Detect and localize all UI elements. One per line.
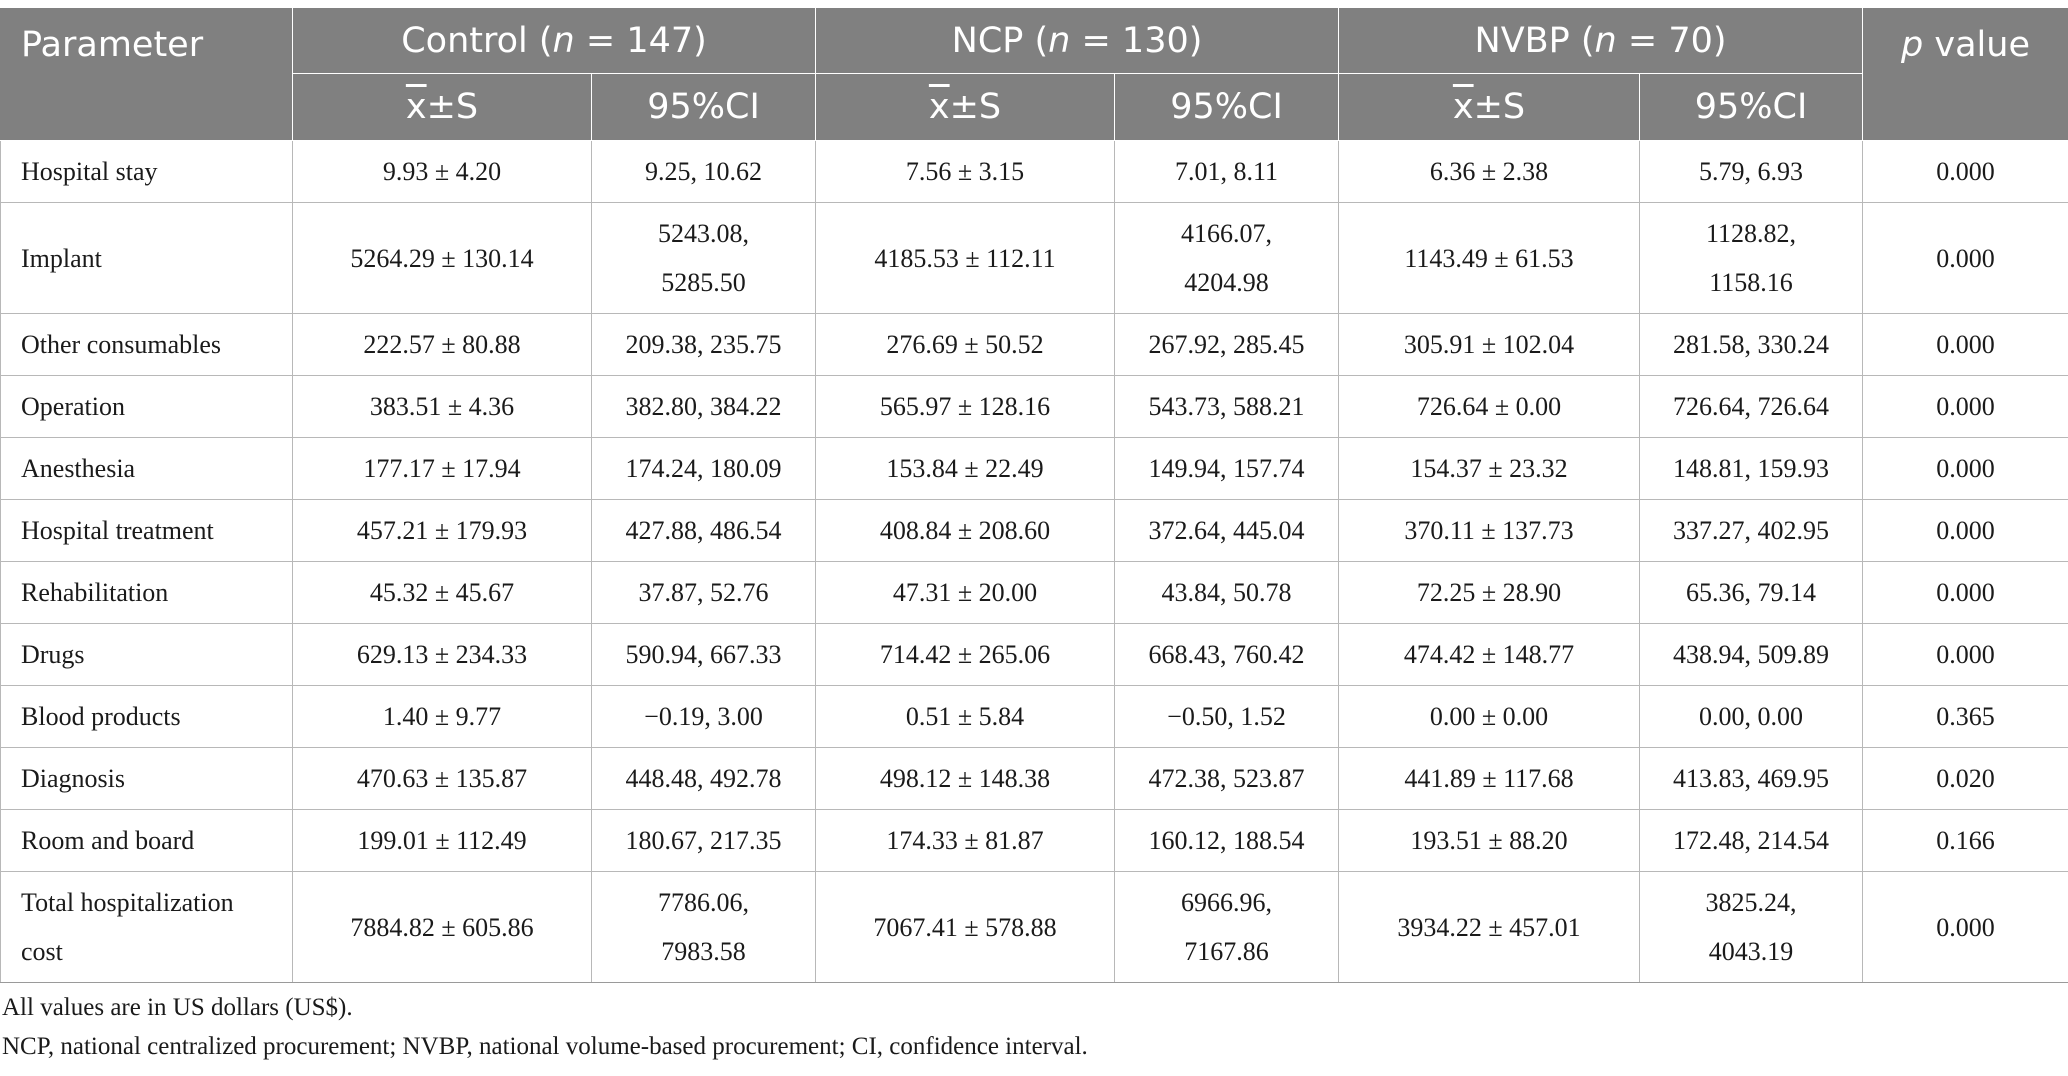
cell-control-ci [592, 500, 816, 562]
cell-ncp-ci [1115, 438, 1339, 500]
table-header [1, 9, 2068, 141]
table-footnotes [2, 988, 1088, 1066]
cell-nvbp-ci-line: 726.64, 726.64 [1673, 392, 1830, 421]
cell-ncp-ci-line: 7.01, 8.11 [1174, 157, 1279, 186]
cell-ncp-ci-line: 472.38, 523.87 [1148, 764, 1305, 793]
cell-parameter: Blood products [1, 686, 293, 748]
header-parameter: Parameter [1, 9, 293, 141]
cell-nvbp-ci-line: 3825.24, [1705, 888, 1797, 917]
cell-control-ci [592, 438, 816, 500]
cell-parameter: Operation [1, 376, 293, 438]
header-group-nvbp: NVBP (n = 70) [1339, 9, 1863, 74]
cell-ncp-mean: 47.31 ± 20.00 [816, 562, 1115, 624]
cell-nvbp-mean: 726.64 ± 0.00 [1339, 376, 1640, 438]
cell-control-mean: 45.32 ± 45.67 [293, 562, 592, 624]
cell-nvbp-ci-line: 413.83, 469.95 [1673, 764, 1830, 793]
cell-ncp-ci [1115, 500, 1339, 562]
table-row [1, 624, 2068, 686]
cell-nvbp-ci [1640, 562, 1863, 624]
cell-control-ci [592, 314, 816, 376]
footnote-units: All values are in US dollars (US$). [2, 994, 353, 1021]
cell-control-ci [592, 376, 816, 438]
cell-ncp-ci-line: 668.43, 760.42 [1148, 640, 1305, 669]
cell-control-ci-line: 5243.08, [658, 219, 749, 248]
cell-control-mean: 1.40 ± 9.77 [293, 686, 592, 748]
cell-nvbp-ci-line: 1158.16 [1709, 268, 1793, 297]
cell-control-mean: 470.63 ± 135.87 [293, 748, 592, 810]
cell-ncp-ci-line: 372.64, 445.04 [1148, 516, 1305, 545]
cell-ncp-ci-line: 543.73, 588.21 [1148, 392, 1305, 421]
cell-parameter: Hospital stay [1, 141, 293, 203]
cell-nvbp-ci-line: 0.00, 0.00 [1699, 702, 1804, 731]
cell-parameter: Diagnosis [1, 748, 293, 810]
cost-table [0, 8, 2068, 983]
cell-control-ci-line: 180.67, 217.35 [625, 826, 782, 855]
cell-ncp-mean: 714.42 ± 265.06 [816, 624, 1115, 686]
cell-control-ci [592, 624, 816, 686]
cell-nvbp-mean: 6.36 ± 2.38 [1339, 141, 1640, 203]
cell-nvbp-ci [1640, 438, 1863, 500]
cell-control-mean: 5264.29 ± 130.14 [293, 203, 592, 314]
cell-ncp-ci [1115, 203, 1339, 314]
cell-ncp-mean: 4185.53 ± 112.11 [816, 203, 1115, 314]
table-row [1, 141, 2068, 203]
cell-nvbp-ci [1640, 686, 1863, 748]
cell-control-ci-line: 590.94, 667.33 [625, 640, 782, 669]
cell-ncp-ci [1115, 314, 1339, 376]
cell-control-ci [592, 748, 816, 810]
cell-control-ci-line: 382.80, 384.22 [625, 392, 782, 421]
cell-ncp-ci-line: 267.92, 285.45 [1148, 330, 1305, 359]
header-ci: 95%CI [1115, 74, 1339, 141]
cell-parameter: Room and board [1, 810, 293, 872]
cell-p-value: 0.000 [1863, 314, 2068, 376]
cell-nvbp-mean: 441.89 ± 117.68 [1339, 748, 1640, 810]
header-group-ncp: NCP (n = 130) [816, 9, 1339, 74]
cell-control-mean: 629.13 ± 234.33 [293, 624, 592, 686]
cell-ncp-ci-line: 43.84, 50.78 [1161, 578, 1292, 607]
cell-control-mean: 7884.82 ± 605.86 [293, 872, 592, 983]
cell-ncp-ci [1115, 748, 1339, 810]
cell-nvbp-mean: 370.11 ± 137.73 [1339, 500, 1640, 562]
cell-control-mean: 177.17 ± 17.94 [293, 438, 592, 500]
table-row [1, 500, 2068, 562]
cell-parameter-line: cost [21, 937, 63, 966]
header-p-value: p value [1863, 9, 2068, 141]
cell-parameter [1, 872, 293, 983]
header-group-control: Control (n = 147) [293, 9, 816, 74]
cell-nvbp-ci-line: 5.79, 6.93 [1699, 157, 1804, 186]
cell-control-mean: 383.51 ± 4.36 [293, 376, 592, 438]
cell-control-ci-line: 427.88, 486.54 [625, 516, 782, 545]
cell-ncp-mean: 174.33 ± 81.87 [816, 810, 1115, 872]
table-row [1, 872, 2068, 983]
cell-nvbp-ci-line: 148.81, 159.93 [1673, 454, 1830, 483]
cell-p-value: 0.166 [1863, 810, 2068, 872]
cell-parameter: Rehabilitation [1, 562, 293, 624]
cell-nvbp-ci [1640, 624, 1863, 686]
cell-p-value: 0.000 [1863, 438, 2068, 500]
cell-nvbp-ci-line: 65.36, 79.14 [1686, 578, 1817, 607]
cell-ncp-mean: 7.56 ± 3.15 [816, 141, 1115, 203]
table-row [1, 686, 2068, 748]
table-row [1, 376, 2068, 438]
cell-parameter: Anesthesia [1, 438, 293, 500]
cell-ncp-mean: 0.51 ± 5.84 [816, 686, 1115, 748]
cell-nvbp-mean: 474.42 ± 148.77 [1339, 624, 1640, 686]
cell-ncp-ci [1115, 872, 1339, 983]
cell-ncp-ci [1115, 562, 1339, 624]
cell-p-value: 0.000 [1863, 872, 2068, 983]
cell-nvbp-mean: 305.91 ± 102.04 [1339, 314, 1640, 376]
table-container [0, 8, 2068, 983]
cell-control-ci-line: 174.24, 180.09 [625, 454, 782, 483]
cell-nvbp-mean: 1143.49 ± 61.53 [1339, 203, 1640, 314]
cell-ncp-mean: 565.97 ± 128.16 [816, 376, 1115, 438]
cell-nvbp-mean: 154.37 ± 23.32 [1339, 438, 1640, 500]
table-row [1, 748, 2068, 810]
cell-parameter-line: Total hospitalization [21, 888, 234, 917]
cell-control-ci-line: 37.87, 52.76 [638, 578, 769, 607]
cell-nvbp-ci [1640, 500, 1863, 562]
cell-nvbp-ci [1640, 810, 1863, 872]
cell-control-ci-line: 209.38, 235.75 [625, 330, 782, 359]
footnote-abbreviations: NCP, national centralized procurement; NVBP, national volume-based procurement; CI, confidence interval. [2, 1033, 1088, 1060]
cell-nvbp-mean: 72.25 ± 28.90 [1339, 562, 1640, 624]
cell-p-value: 0.000 [1863, 500, 2068, 562]
cell-nvbp-mean: 193.51 ± 88.20 [1339, 810, 1640, 872]
table-body [1, 141, 2068, 983]
cell-ncp-mean: 498.12 ± 148.38 [816, 748, 1115, 810]
table-row [1, 438, 2068, 500]
cell-ncp-mean: 276.69 ± 50.52 [816, 314, 1115, 376]
cell-ncp-ci [1115, 686, 1339, 748]
cell-p-value: 0.000 [1863, 376, 2068, 438]
cell-control-mean: 457.21 ± 179.93 [293, 500, 592, 562]
cell-nvbp-mean: 0.00 ± 0.00 [1339, 686, 1640, 748]
cell-control-ci-line: 5285.50 [661, 268, 746, 297]
cell-nvbp-ci [1640, 141, 1863, 203]
table-row [1, 562, 2068, 624]
cell-ncp-ci [1115, 624, 1339, 686]
cell-nvbp-mean: 3934.22 ± 457.01 [1339, 872, 1640, 983]
cell-parameter: Other consumables [1, 314, 293, 376]
cell-ncp-ci [1115, 141, 1339, 203]
cell-ncp-ci-line: 4204.98 [1184, 268, 1269, 297]
header-mean-sd: $\overline{x}\pm S$ [293, 74, 592, 141]
cell-nvbp-ci-line: 438.94, 509.89 [1673, 640, 1830, 669]
cell-nvbp-ci-line: 4043.19 [1708, 937, 1794, 966]
table-row [1, 203, 2068, 314]
cell-ncp-ci-line: 160.12, 188.54 [1148, 826, 1305, 855]
cell-control-ci-line: 7786.06, [658, 888, 749, 917]
cell-control-ci-line: −0.19, 3.00 [644, 702, 763, 731]
table-row [1, 810, 2068, 872]
cell-p-value: 0.000 [1863, 203, 2068, 314]
cell-ncp-ci [1115, 376, 1339, 438]
cell-parameter: Implant [1, 203, 293, 314]
cell-control-ci [592, 810, 816, 872]
cell-control-mean: 222.57 ± 80.88 [293, 314, 592, 376]
cell-control-ci [592, 872, 816, 983]
cell-nvbp-ci [1640, 872, 1863, 983]
cell-ncp-ci-line: 149.94, 157.74 [1148, 454, 1305, 483]
cell-control-ci-line: 9.25, 10.62 [645, 157, 762, 186]
header-ci: 95%CI [592, 74, 816, 141]
cell-p-value: 0.020 [1863, 748, 2068, 810]
cell-ncp-ci-line: 6966.96, [1181, 888, 1273, 917]
cell-nvbp-ci [1640, 748, 1863, 810]
cell-p-value: 0.000 [1863, 141, 2068, 203]
cell-control-ci [592, 562, 816, 624]
cell-nvbp-ci-line: 281.58, 330.24 [1673, 330, 1830, 359]
header-mean-sd: $\overline{x}\pm S$ [816, 74, 1115, 141]
cell-ncp-mean: 408.84 ± 208.60 [816, 500, 1115, 562]
cell-ncp-mean: 7067.41 ± 578.88 [816, 872, 1115, 983]
cell-p-value: 0.365 [1863, 686, 2068, 748]
cell-nvbp-ci-line: 172.48, 214.54 [1673, 826, 1830, 855]
cell-control-ci [592, 141, 816, 203]
header-ci: 95%CI [1640, 74, 1863, 141]
cell-parameter: Drugs [1, 624, 293, 686]
cell-ncp-ci-line: 4166.07, [1181, 219, 1273, 248]
header-mean-sd: $\overline{x}\pm S$ [1339, 74, 1640, 141]
cell-parameter: Hospital treatment [1, 500, 293, 562]
cell-p-value: 0.000 [1863, 562, 2068, 624]
cell-control-ci-line: 448.48, 492.78 [625, 764, 782, 793]
cell-nvbp-ci [1640, 203, 1863, 314]
cell-ncp-mean: 153.84 ± 22.49 [816, 438, 1115, 500]
cell-nvbp-ci [1640, 376, 1863, 438]
cell-ncp-ci [1115, 810, 1339, 872]
cell-ncp-ci-line: 7167.86 [1184, 937, 1269, 966]
cell-nvbp-ci-line: 1128.82, [1705, 219, 1797, 248]
cell-control-mean: 199.01 ± 112.49 [293, 810, 592, 872]
cell-p-value: 0.000 [1863, 624, 2068, 686]
cell-control-ci-line: 7983.58 [661, 937, 746, 966]
cell-nvbp-ci [1640, 314, 1863, 376]
cell-ncp-ci-line: −0.50, 1.52 [1167, 702, 1286, 731]
cell-control-mean: 9.93 ± 4.20 [293, 141, 592, 203]
cell-nvbp-ci-line: 337.27, 402.95 [1673, 516, 1830, 545]
table-row [1, 314, 2068, 376]
cell-control-ci [592, 203, 816, 314]
cell-control-ci [592, 686, 816, 748]
